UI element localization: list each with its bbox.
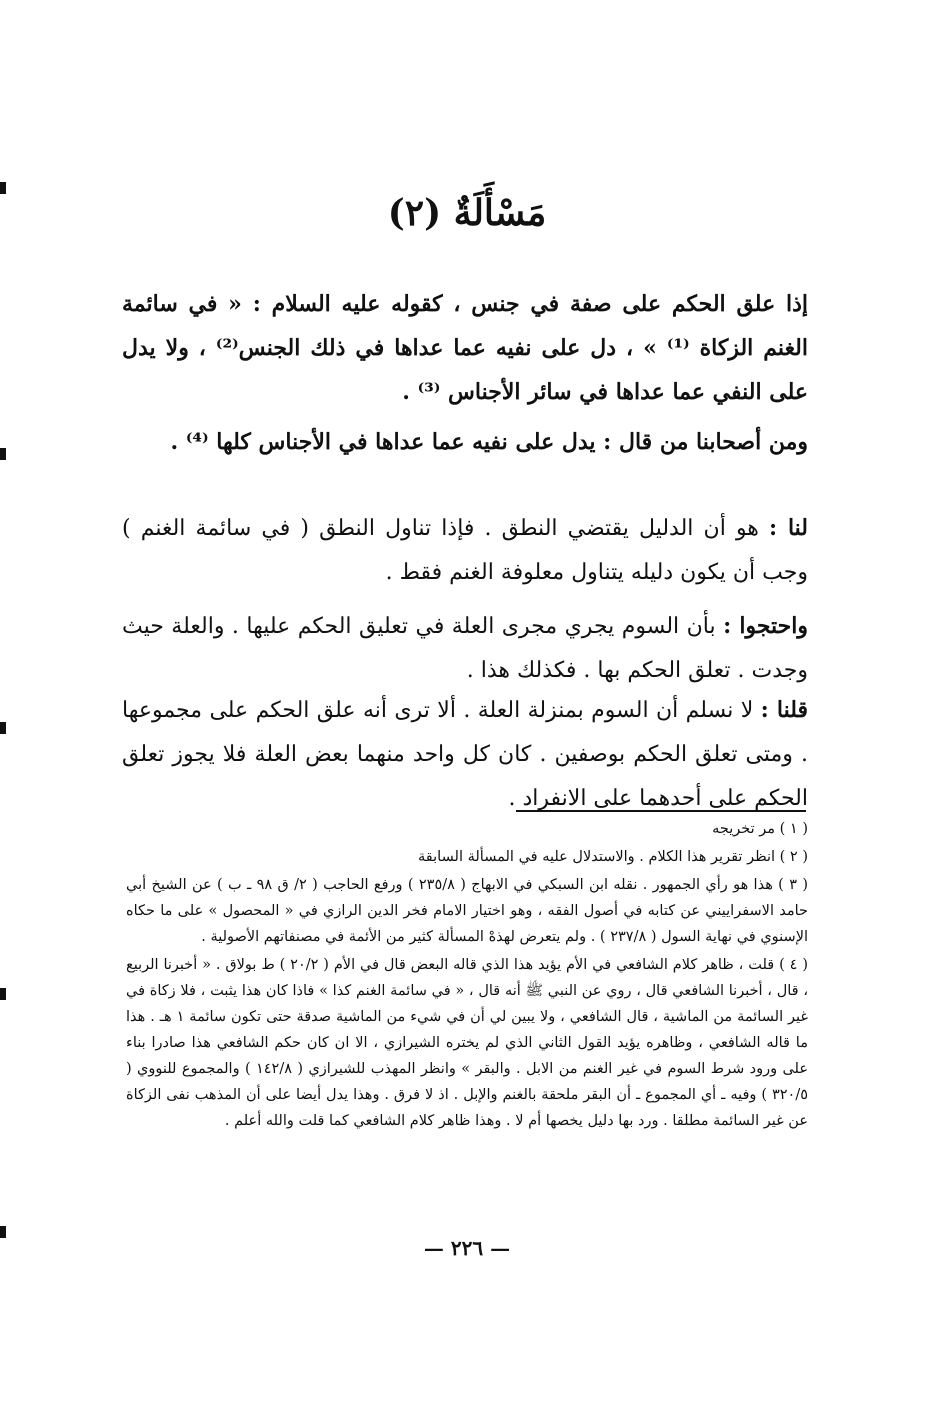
- binding-mark: [0, 448, 6, 460]
- paragraph-4-text: بأن السوم يجري مجرى العلة في تعليق الحكم عليها . والعلة حيث وجدت . تعلق الحكم بها . فكذلك هذا .: [122, 614, 808, 683]
- paragraph-2: ومن أصحابنا من قال : يدل على نفيه عما عداها في الأجناس كلها ⁽⁴⁾ .: [170, 429, 808, 455]
- paragraph-3: [122, 506, 808, 595]
- paragraph-5-text: لا نسلم أن السوم بمنزلة العلة . ألا ترى أنه علق الحكم على مجموعها . ومتى تعلق الحكم بوصفين . كان كل واحد منهما بعض العلة فلا يجوز تعلق الحكم على أحدهما على الانفراد .: [122, 698, 808, 811]
- footnote-4: ( ٤ ) قلت ، ظاهر كلام الشافعي في الأم يؤيد هذا الذي قاله البعض قال في الأم ( ٢٠/٢ ) ط بولاق . « أخبرنا الربيع ، قال ، أخبرنا الشافعي قال ، روي عن النبي ﷺ أنه قال ، « في سائمة الغنم كذا » فاذا كان هذا يثبت ، فلا زكاة في غير السائمة من الماشية ، قال الشافعي ، ولا يبين لي أن في شيء من الماشية صدقة حتى تكون سائمة ١ هـ . هذا ما قاله الشافعي ، وظاهره يؤيد القول الثاني الذي لم يختره الشيرازي ، الا ان كان حكم الشافعي هذا صادرا بناء على ورود شرط السوم في غير الغنم من الابل . والبقر » وانظر المهذب للشيرازي ( ١٤٢/٨ ) والمجموع للنووي ( ٣٢٠/٥ ) وفيه ـ أي المجموع ـ أن البقر ملحقة بالغنم والإبل . اذ لا فرق . وهذا يدل أيضا على أن المذهب نفى الزكاة عن غير السائمة مطلقا . ورد بها دليل يخصها أم لا . وهذا ظاهر كلام الشافعي كما قلت والله أعلم .: [126, 957, 808, 1129]
- footnotes: [126, 816, 808, 1134]
- footnote-3: ( ٣ ) هذا هو رأي الجمهور . نقله ابن السبكي في الابهاج ( ٢٣٥/٨ ) ورفع الحاجب ( ٢/ ق ٩٨ ـ ب ) عن الشيخ أبي حامد الاسفراييني عن كتابه في أصول الفقه ، وهو اختيار الامام فخر الدين الرازي في « المحصول » على ما حكاه الإسنوي في نهاية السول ( ٢٣٧/٨ ) . ولم يتعرض لهذهْ المسألة كثير من الأئمة في مصنفاتهم الأصولية .: [126, 877, 808, 945]
- paragraph-4-label: واحتجوا :: [723, 613, 809, 639]
- paragraph-4: [122, 604, 808, 693]
- paragraph-5-label: قلنا :: [760, 697, 809, 723]
- footnote-1: ( ١ ) مر تخريجه: [712, 821, 808, 837]
- binding-mark: [0, 722, 6, 734]
- paragraph-1: إذا علق الحكم على صفة في جنس ، كقوله عليه السلام : « في سائمة الغنم الزكاة ⁽¹⁾ » ، دل على نفيه عما عداها في ذلك الجنس⁽²⁾ ، ولا يدل على النفي عما عداها في سائر الأجناس ⁽³⁾ .: [122, 291, 808, 405]
- paragraph-3-label: لنا :: [769, 515, 808, 541]
- binding-mark: [0, 988, 6, 1000]
- page-number: — ٢٢٦ —: [423, 1236, 511, 1260]
- paragraph-5: [122, 688, 808, 821]
- footnote-divider: [516, 810, 806, 812]
- paragraph-3-text: هو أن الدليل يقتضي النطق . فإذا تناول النطق ( في سائمة الغنم ) وجب أن يكون دليله يتناول معلوفة الغنم فقط .: [122, 516, 808, 585]
- binding-mark: [0, 182, 6, 194]
- page-title: مَسْأَلَةٌ (٢): [387, 192, 547, 234]
- binding-mark: [0, 1226, 6, 1238]
- footnote-2: ( ٢ ) انظر تقرير هذا الكلام . والاستدلال عليه في المسألة السابقة: [418, 849, 808, 865]
